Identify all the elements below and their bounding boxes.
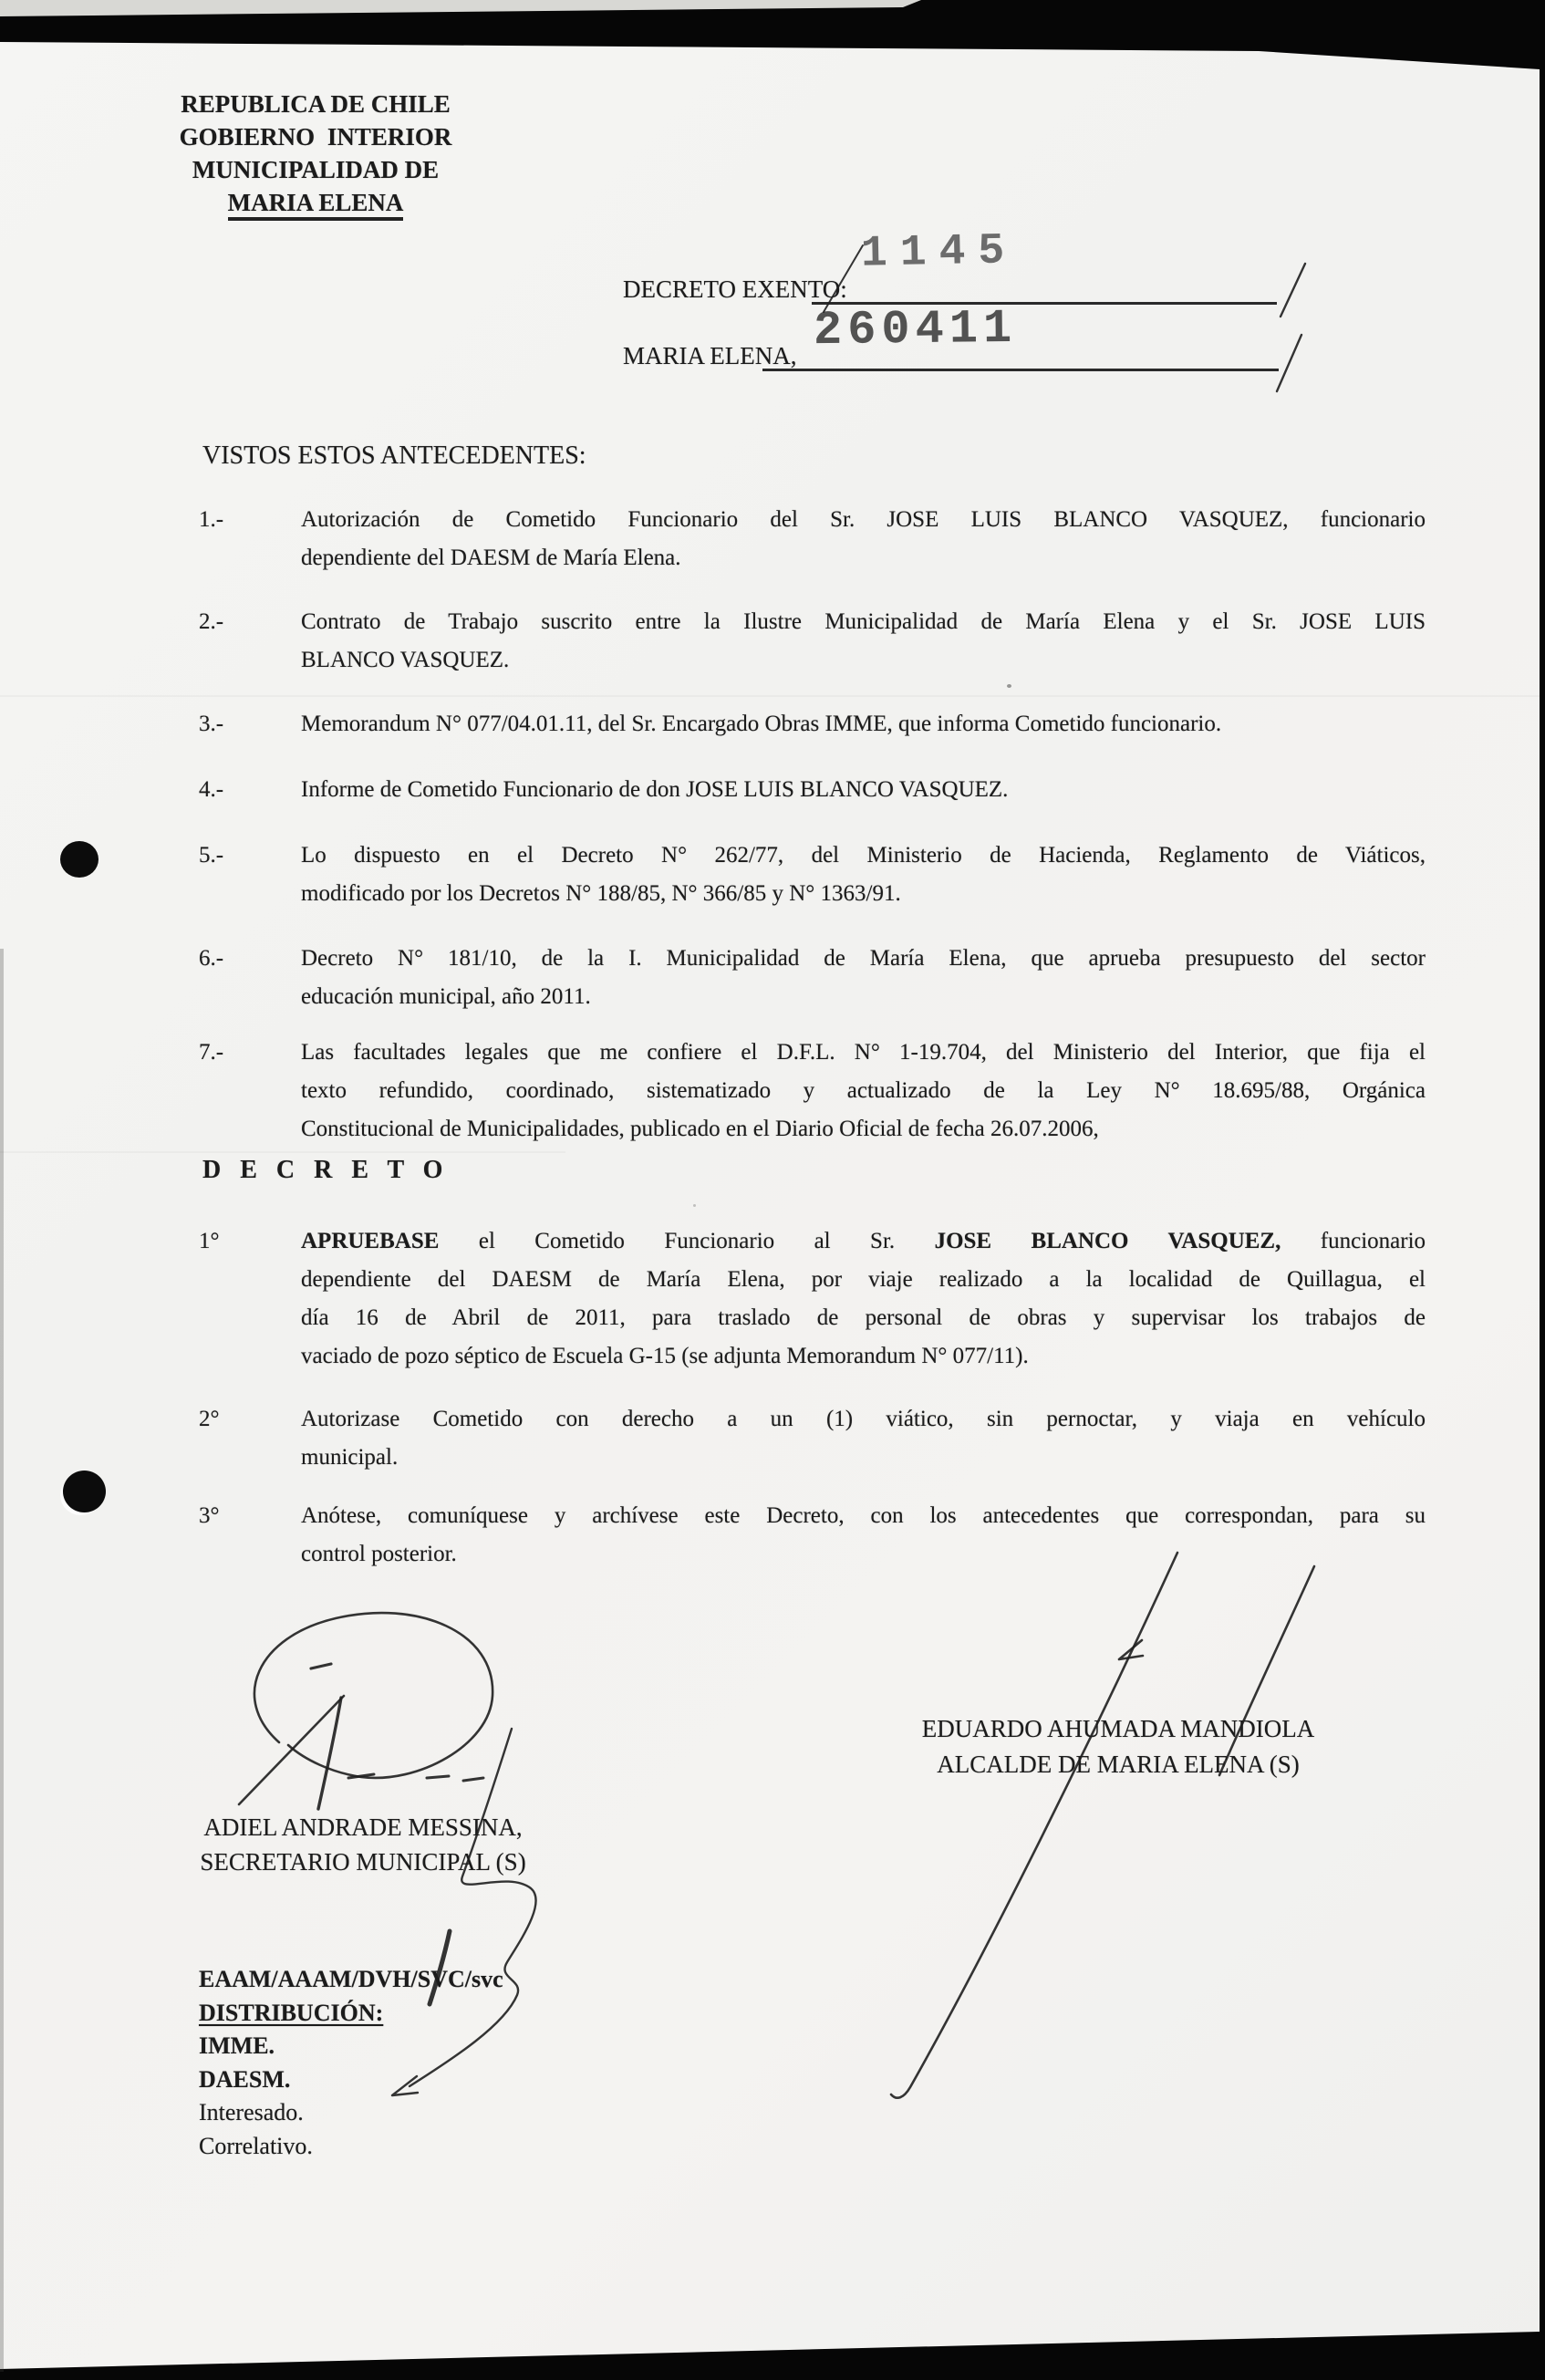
scan-edge-shadow — [0, 949, 4, 2372]
text-line: educación municipal, año 2011. — [301, 984, 591, 1009]
letterhead-line-4 — [173, 186, 458, 221]
vistos-heading: VISTOS ESTOS ANTECEDENTES: — [202, 442, 586, 470]
text-line: modificado por los Decretos N° 188/85, N° 366/85 y N° 1363/91. — [301, 881, 901, 906]
responsibility-initials: EAAM/AAAM/DVH/SVC/svc — [199, 1966, 503, 1992]
scan-edge-artifact — [0, 0, 921, 18]
vistos-item-text — [301, 771, 1426, 809]
decreto-item-number: 2° — [199, 1407, 220, 1431]
text-line: Constitucional de Municipalidades, publicado en el Diario Oficial de fecha 26.07.2006, — [301, 1117, 1099, 1141]
text-line: Decreto N° 181/10, de la I. Municipalidad de María Elena, que aprueba presupuesto del sector — [301, 946, 1426, 971]
mayor-name: EDUARDO AHUMADA MANDIOLA — [921, 1715, 1315, 1742]
vistos-item-text — [301, 1034, 1426, 1148]
vistos-item-number: 7.- — [199, 1040, 224, 1065]
hole-punch-mark — [63, 1471, 106, 1512]
distribution-item-1: IMME. — [199, 2032, 275, 2059]
decree-number-label: DECRETO EXENTO: — [623, 275, 847, 303]
vistos-item-number: 5.- — [199, 843, 224, 868]
vistos-item-number: 4.- — [199, 777, 224, 802]
text-line: texto refundido, coordinado, sistematizado y actualizado de la Ley N° 18.695/88, Orgánica — [301, 1078, 1426, 1103]
vistos-item-number: 3.- — [199, 712, 224, 736]
text-line: APRUEBASE el Cometido Funcionario al Sr. JOSE BLANCO VASQUEZ, funcionario — [301, 1229, 1426, 1253]
date-blank-line — [762, 369, 1279, 371]
distribution-block — [199, 1963, 503, 2163]
text-line: Memorandum N° 077/04.01.11, del Sr. Encargado Obras IMME, que informa Cometido funcionario. — [301, 712, 1222, 736]
text-line: Las facultades legales que me confiere el D.F.L. N° 1-19.704, del Ministerio del Interior, que fija el — [301, 1040, 1426, 1065]
letterhead — [173, 88, 458, 221]
decreto-item-number: 1° — [199, 1229, 220, 1253]
text-line: vaciado de pozo séptico de Escuela G-15 (se adjunta Memorandum N° 077/11). — [301, 1344, 1029, 1368]
vistos-item-text — [301, 603, 1426, 680]
text-line: dependiente del DAESM de María Elena, por viaje realizado a la localidad de Quillagua, el — [301, 1267, 1426, 1292]
letterhead-line-2: GOBIERNO INTERIOR — [179, 123, 452, 151]
decreto-heading: D E C R E T O — [202, 1156, 450, 1184]
place-date-label: MARIA ELENA, — [623, 342, 797, 369]
text-line: día 16 de Abril de 2011, para traslado de personal de obras y supervisar los trabajos de — [301, 1305, 1426, 1330]
date-stamp: 260411 — [813, 301, 1018, 359]
distribution-item-3: Interesado. — [199, 2099, 304, 2125]
decreto-item-text — [301, 1222, 1426, 1376]
mayor-title: ALCALDE DE MARIA ELENA (S) — [937, 1751, 1300, 1778]
text-line: dependiente del DAESM de María Elena. — [301, 546, 681, 570]
text-line: BLANCO VASQUEZ. — [301, 648, 510, 672]
secretary-name: ADIEL ANDRADE MESSINA, — [203, 1814, 523, 1841]
signature-block-mayor — [912, 1711, 1324, 1782]
vistos-item-number: 1.- — [199, 507, 224, 532]
vistos-item-text — [301, 705, 1426, 743]
text-line: municipal. — [301, 1445, 399, 1470]
text-line: Autorizase Cometido con derecho a un (1) viático, sin pernoctar, y viaja en vehículo — [301, 1407, 1426, 1431]
text-line: Anótese, comuníquese y archívese este Decreto, con los antecedentes que correspondan, para su — [301, 1503, 1426, 1528]
hole-punch-mark — [60, 841, 99, 878]
vistos-item-number: 6.- — [199, 946, 224, 971]
vistos-item-text — [301, 837, 1426, 913]
distribution-item-2: DAESM. — [199, 2065, 291, 2093]
paper-crease — [0, 695, 1545, 697]
vistos-item-text — [301, 940, 1426, 1016]
text-line: Contrato de Trabajo suscrito entre la Ilustre Municipalidad de María Elena y el Sr. JOSE LUIS — [301, 609, 1426, 634]
decreto-item-number: 3° — [199, 1503, 220, 1528]
distribution-list — [199, 2030, 503, 2163]
signature-block-secretary — [157, 1810, 569, 1879]
decree-number-stamp: 1145 — [860, 226, 1018, 279]
text-line: control posterior. — [301, 1542, 457, 1566]
scan-speck — [693, 1204, 696, 1207]
distribution-label: DISTRIBUCIÓN: — [199, 1999, 384, 2026]
decreto-item-text — [301, 1400, 1426, 1477]
decreto-item-text — [301, 1497, 1426, 1574]
vistos-item-number: 2.- — [199, 609, 224, 634]
text-line: Autorización de Cometido Funcionario del Sr. JOSE LUIS BLANCO VASQUEZ, funcionario — [301, 507, 1426, 532]
text-line: Informe de Cometido Funcionario de don JOSE LUIS BLANCO VASQUEZ. — [301, 777, 1009, 802]
scan-speck — [1007, 684, 1011, 688]
paper-crease — [0, 1151, 565, 1153]
distribution-item-4: Correlativo. — [199, 2132, 313, 2159]
letterhead-commune-name: MARIA ELENA — [228, 189, 404, 221]
letterhead-line-1: REPUBLICA DE CHILE — [181, 90, 451, 118]
text-line: Lo dispuesto en el Decreto N° 262/77, del Ministerio de Hacienda, Reglamento de Viáticos, — [301, 843, 1426, 868]
letterhead-line-3: MUNICIPALIDAD DE — [192, 156, 440, 183]
secretary-title: SECRETARIO MUNICIPAL (S) — [200, 1848, 526, 1876]
vistos-item-text — [301, 501, 1426, 577]
